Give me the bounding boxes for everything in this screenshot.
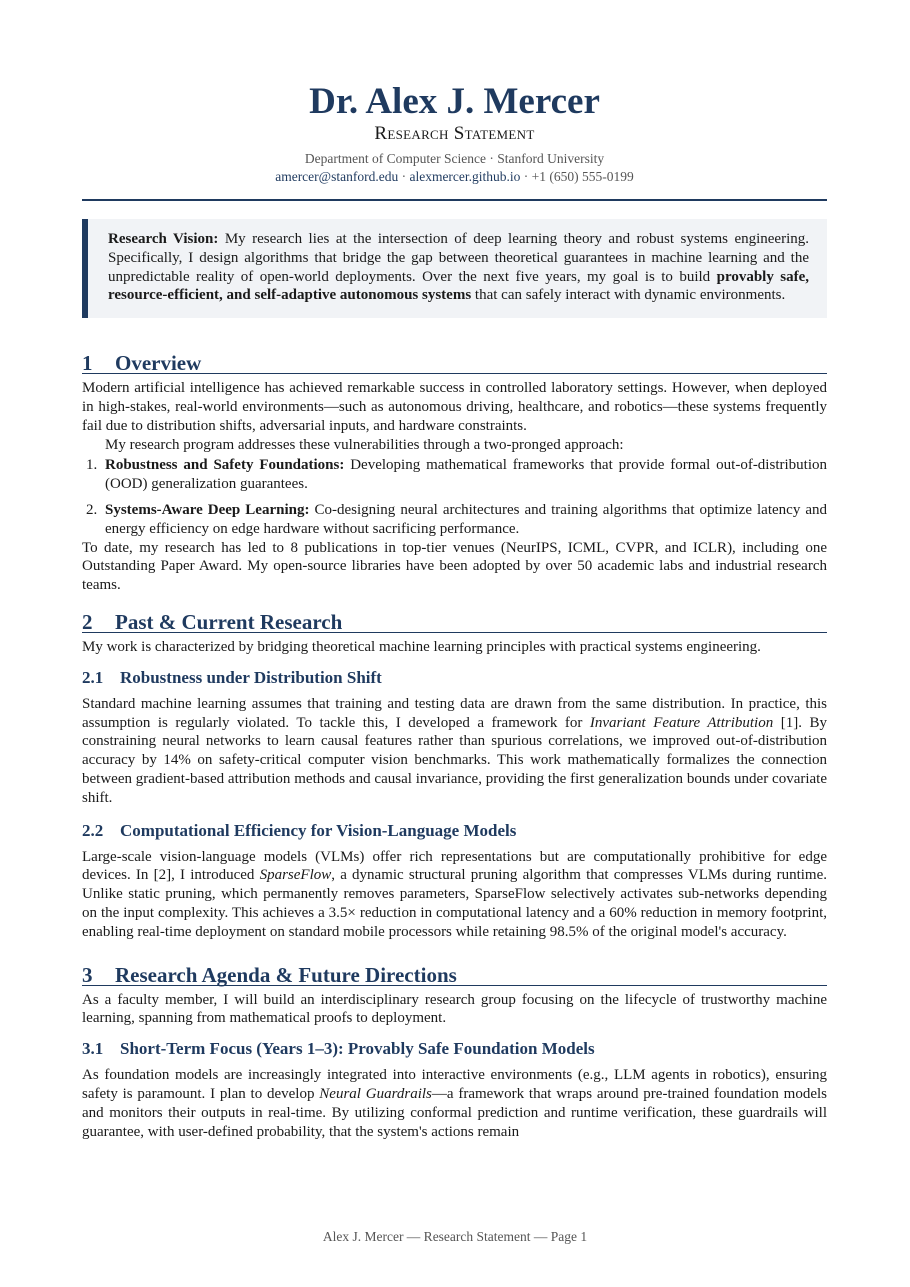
subsection-number: 3.1 [82, 1039, 104, 1059]
section-title: Research Agenda & Future Directions [115, 962, 457, 987]
document-page [82, 0, 827, 1141]
subsection-heading [82, 667, 827, 689]
subsection-title: Short-Term Focus (Years 1–3): Provably Safe Foundation Models [120, 1039, 595, 1059]
page-footer: Alex J. Mercer — Research Statement — Page 1 [322, 1229, 588, 1244]
section-heading [82, 962, 827, 987]
vision-bold: provably safe, resource-efficient, and self-adaptive autonomous systems [108, 268, 810, 304]
paragraph: As a faculty member, I will build an interdisciplinary research group focusing on the lifecycle of trustworthy machine learning, spanning from mathematical proofs to deployment. [82, 991, 827, 1027]
department-line: Department of Computer Science · Stanford University [304, 151, 605, 166]
section-heading [82, 351, 827, 376]
list-number: 1. [86, 457, 98, 474]
section-research-agenda [82, 962, 827, 1142]
list-item-label: Systems-Aware Deep Learning: [105, 501, 310, 518]
website-link[interactable]: alexmercer.github.io [409, 169, 521, 184]
subsection-title: Robustness under Distribution Shift [120, 667, 382, 687]
paragraph: Modern artificial intelligence has achieved remarkable success in controlled laboratory settings. However, when deployed in high-stakes, real-world environments—such as autonomous driving, healthcare, and robotics—these systems frequently fail due to distribution shifts, adversarial inputs, and hardware constraints. [82, 380, 827, 434]
text-run: Large-scale vision-language models (VLMs) offer rich representations but are computationally prohibitive for edge devices. In [2], I introduced [82, 848, 827, 884]
research-vision-box [82, 219, 827, 318]
section-title: Overview [115, 351, 202, 376]
vision-label: Research Vision: [108, 231, 219, 247]
subsection-number: 2.2 [82, 820, 104, 840]
text-run: [1]. By constraining neural networks to learn causal features rather than spurious correlations, we improved out-of-distribution accuracy by 14% on safety-critical computer vision benchmarks. This work mathematically formalizes the connection between gradient-based attribution methods and causal invariance, providing the first generalization bounds under covariate shift. [82, 714, 827, 806]
subsection-heading [82, 820, 827, 842]
emphasis: Invariant Feature Attribution [589, 714, 774, 731]
paragraph [82, 1066, 827, 1141]
vision-text-2: that can safely interact with dynamic environments. [471, 287, 786, 304]
phone-number: · +1 (650) 555-0199 [520, 169, 634, 184]
subsection-title: Computational Efficiency for Vision-Language Models [120, 820, 517, 840]
document-subtitle: Research Statement [374, 123, 535, 144]
section-number: 1 [82, 351, 93, 376]
text-run: —a framework that wraps around pre-trained foundation models and monitors their outputs in real-time. By utilizing conformal prediction and runtime verification, these guardrails will guarantee, with user-defined probability, that the system's actions remain [82, 1085, 827, 1140]
text-run: , a dynamic structural pruning algorithm that compresses VLMs during runtime. Unlike static pruning, which permanently removes parameters, SparseFlow selectively activates sub-networks depending on the input complexity. This achieves a 3.5× reduction in computational latency and a 60% reduction in memory footprint, enabling real-time deployment on standard mobile processors while retaining 98.5% of the original model's accuracy. [82, 867, 827, 940]
list-item-label: Robustness and Safety Foundations: [105, 457, 345, 474]
header [82, 0, 827, 186]
paragraph [82, 695, 827, 808]
section-number: 3 [82, 962, 93, 987]
list-number: 2. [86, 501, 98, 518]
paragraph: To date, my research has led to 8 publications in top-tier venues (NeurIPS, ICML, CVPR, and ICLR), including one Outstanding Paper Award. My open-source libraries have been adopted by over 50 academic labs and industrial research teams. [82, 539, 827, 594]
list-item-text: Co-designing neural architectures and training algorithms that optimize latency and energy efficiency on edge hardware without sacrificing performance. [105, 501, 827, 537]
emphasis: Neural Guardrails [319, 1085, 432, 1102]
paragraph [82, 848, 827, 942]
subsection-heading [82, 1038, 827, 1060]
paragraph: My research program addresses these vulnerabilities through a two-pronged approach: [105, 436, 624, 453]
section-overview [82, 351, 827, 595]
vision-text-1: My research lies at the intersection of deep learning theory and robust systems engineering. Specifically, I design algorithms that bridge the gap between theoretical guarantees in machine learning and the unpredictable reality of open-world deployments. Over the next five years, my goal is to build [108, 231, 810, 285]
section-heading [82, 609, 827, 634]
section-title: Past & Current Research [115, 609, 343, 634]
author-name: Dr. Alex J. Mercer [309, 81, 600, 122]
list-item [82, 456, 827, 494]
text-run: Standard machine learning assumes that training and testing data are drawn from the same distribution. In practice, this assumption is regularly violated. To tackle this, I developed a framework for [82, 695, 827, 731]
header-rule [82, 199, 827, 201]
section-number: 2 [82, 609, 93, 634]
emphasis: SparseFlow [259, 867, 332, 884]
contact-line [82, 167, 827, 186]
email-link[interactable]: amercer@stanford.edu [275, 169, 399, 184]
list-item [82, 501, 827, 539]
list-item-text: Developing mathematical frameworks that provide formal out-of-distribution (OOD) generalization guarantees. [105, 457, 827, 493]
approach-list [82, 456, 827, 538]
contact-separator: · [398, 169, 410, 184]
subsection-number: 2.1 [82, 667, 104, 687]
paragraph: My work is characterized by bridging theoretical machine learning principles with practical systems engineering. [82, 638, 761, 655]
section-past-current-research [82, 609, 827, 942]
text-run: As foundation models are increasingly integrated into interactive environments (e.g., LLM agents in robotics), ensuring safety is paramount. I plan to develop [82, 1067, 827, 1102]
